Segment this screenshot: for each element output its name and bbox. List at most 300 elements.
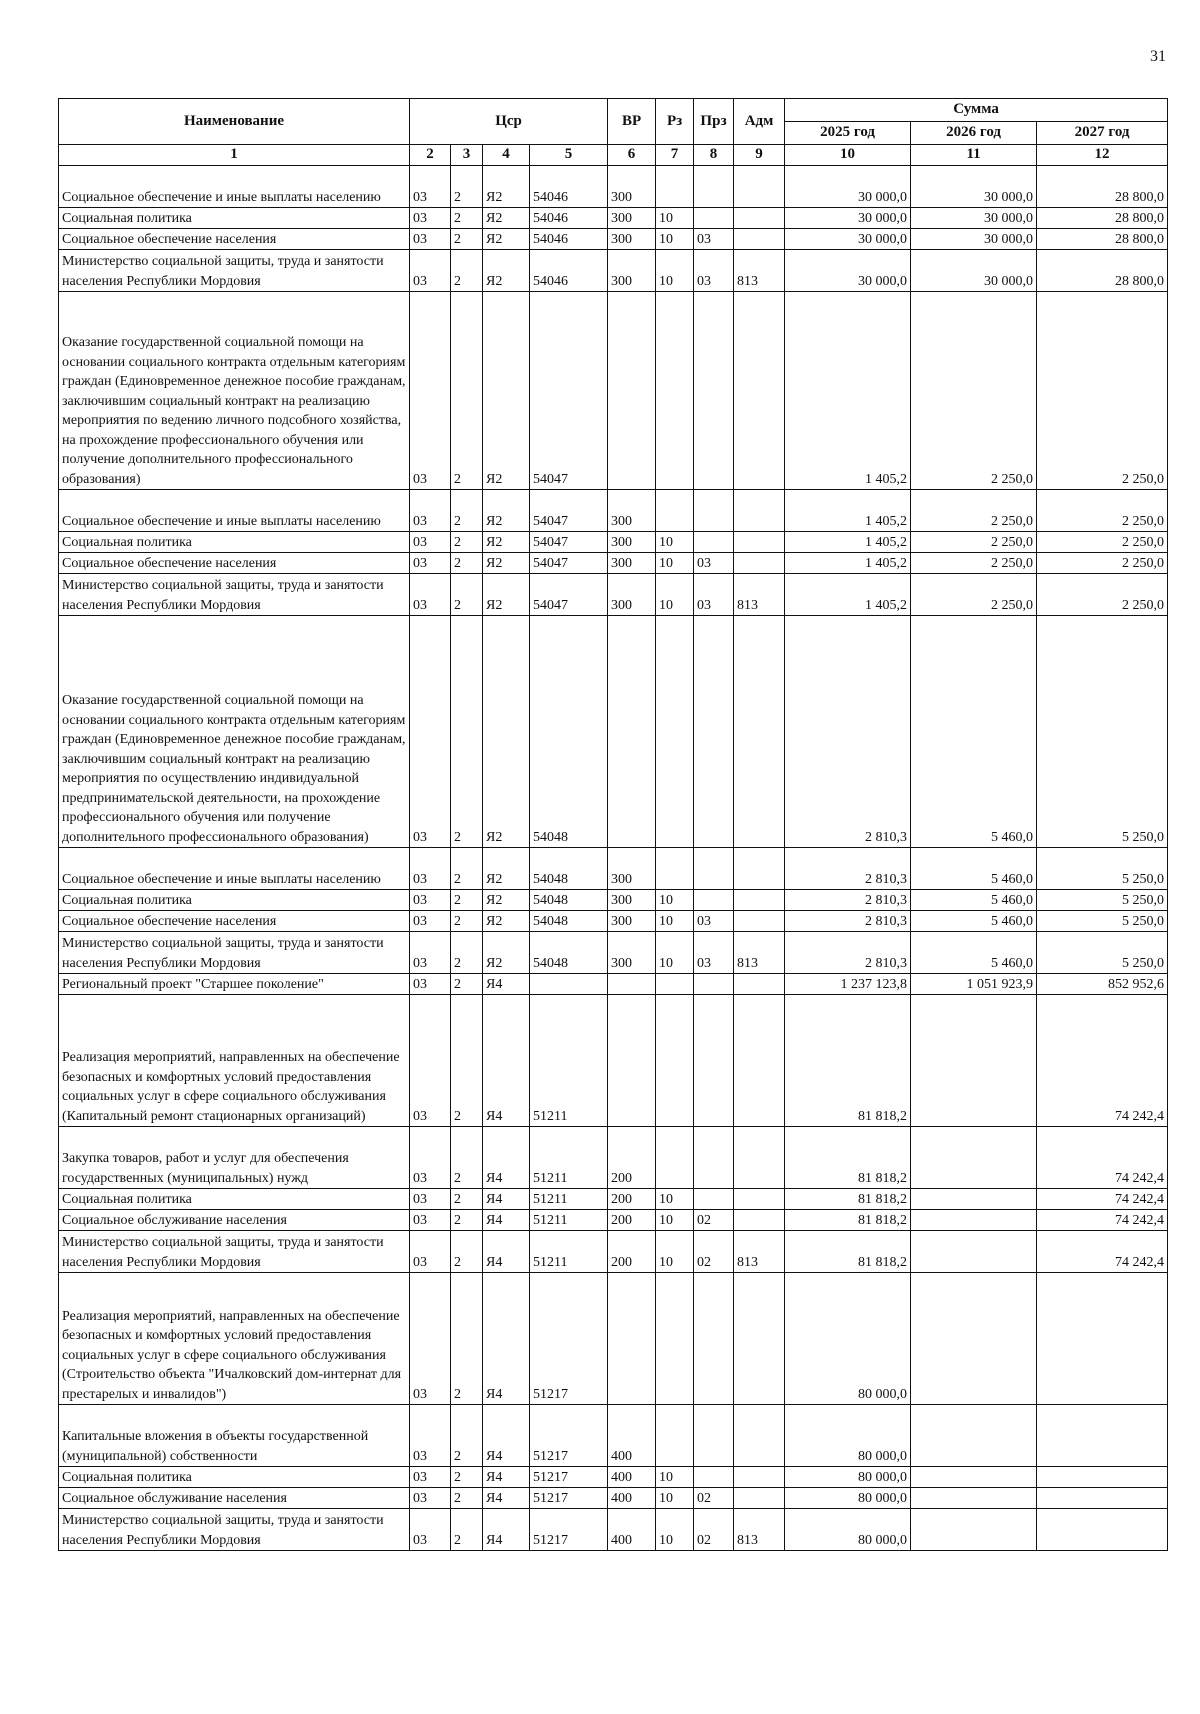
adm-code [734,292,785,490]
prz-code: 03 [694,932,734,974]
amount-2026: 30 000,0 [911,166,1037,208]
csr-part-1: 03 [410,250,451,292]
table-row [59,229,1168,250]
csr-part-2: 2 [451,1405,483,1467]
prz-code: 03 [694,574,734,616]
vr-code [608,995,656,1127]
amount-2026: 2 250,0 [911,532,1037,553]
row-name: Реализация мероприятий, направленных на обеспечение безопасных и комфортных условий предоставления социальных услуг в сфере социального обслуживания (Строительство объекта "Ичалковский дом-интернат для престарелых и инвалидов") [59,1273,410,1405]
amount-2026: 30 000,0 [911,208,1037,229]
row-name: Социальное обеспечение и иные выплаты населению [59,848,410,890]
adm-code [734,229,785,250]
adm-code [734,208,785,229]
vr-code [608,616,656,848]
csr-part-2: 2 [451,1467,483,1488]
csr-part-1: 03 [410,1189,451,1210]
csr-part-4: 51217 [530,1405,608,1467]
adm-code [734,1405,785,1467]
csr-part-2: 2 [451,1509,483,1551]
table-row [59,995,1168,1127]
rz-code: 10 [656,1509,694,1551]
amount-2025: 2 810,3 [785,890,911,911]
amount-2026 [911,1488,1037,1509]
csr-part-4: 54047 [530,574,608,616]
csr-part-1: 03 [410,229,451,250]
prz-code: 02 [694,1509,734,1551]
row-name: Оказание государственной социальной помощи на основании социального контракта отдельным категориям граждан (Единовременное денежное пособие гражданам, заключившим социальный контракт на реализацию мероприятия по осуществлению индивидуальной предпринимательской деятельности, на прохождение профессионального обучения или получение дополнительного профессионального образования) [59,616,410,848]
csr-part-2: 2 [451,848,483,890]
table-row [59,532,1168,553]
vr-code: 400 [608,1467,656,1488]
csr-part-2: 2 [451,890,483,911]
prz-code [694,974,734,995]
rz-code: 10 [656,1189,694,1210]
row-name: Министерство социальной защиты, труда и занятости населения Республики Мордовия [59,1231,410,1273]
row-name: Капитальные вложения в объекты государственной (муниципальной) собственности [59,1405,410,1467]
amount-2027: 28 800,0 [1037,250,1168,292]
table-row [59,1467,1168,1488]
vr-code [608,1273,656,1405]
column-number: 11 [911,145,1037,166]
csr-part-4: 51217 [530,1467,608,1488]
table-row [59,208,1168,229]
prz-code [694,616,734,848]
csr-part-3: Я4 [483,995,530,1127]
adm-code [734,1210,785,1231]
row-name: Социальная политика [59,1189,410,1210]
csr-part-2: 2 [451,490,483,532]
rz-code [656,490,694,532]
rz-code [656,616,694,848]
adm-code [734,1127,785,1189]
csr-part-1: 03 [410,911,451,932]
amount-2026 [911,995,1037,1127]
csr-part-4: 51211 [530,1189,608,1210]
prz-code [694,532,734,553]
csr-part-4: 51211 [530,995,608,1127]
rz-code [656,995,694,1127]
rz-code: 10 [656,532,694,553]
adm-code: 813 [734,1231,785,1273]
vr-code: 300 [608,848,656,890]
amount-2026 [911,1273,1037,1405]
csr-part-4: 54048 [530,911,608,932]
csr-part-3: Я2 [483,553,530,574]
adm-code [734,848,785,890]
adm-code: 813 [734,574,785,616]
row-name: Социальное обеспечение населения [59,911,410,932]
csr-part-1: 03 [410,292,451,490]
rz-code: 10 [656,229,694,250]
row-name: Социальная политика [59,532,410,553]
vr-code: 300 [608,490,656,532]
row-name: Министерство социальной защиты, труда и занятости населения Республики Мордовия [59,250,410,292]
adm-code [734,1488,785,1509]
csr-part-1: 03 [410,1467,451,1488]
csr-part-3: Я2 [483,848,530,890]
csr-part-3: Я4 [483,974,530,995]
amount-2026 [911,1509,1037,1551]
csr-part-4: 51217 [530,1273,608,1405]
column-number: 10 [785,145,911,166]
column-number: 3 [451,145,483,166]
csr-part-4: 54047 [530,553,608,574]
csr-part-1: 03 [410,574,451,616]
prz-code [694,490,734,532]
amount-2025: 81 818,2 [785,1127,911,1189]
column-number: 12 [1037,145,1168,166]
table-row [59,490,1168,532]
amount-2027 [1037,1467,1168,1488]
row-name: Социальная политика [59,1467,410,1488]
prz-code [694,166,734,208]
prz-code [694,1273,734,1405]
amount-2026: 2 250,0 [911,490,1037,532]
prz-code [694,1189,734,1210]
table-row [59,1189,1168,1210]
table-row [59,574,1168,616]
table-row [59,292,1168,490]
vr-code: 200 [608,1231,656,1273]
vr-code: 400 [608,1509,656,1551]
vr-code [608,292,656,490]
header-sum: Сумма [785,99,1168,122]
rz-code [656,166,694,208]
row-name: Социальное обеспечение и иные выплаты населению [59,490,410,532]
csr-part-4: 54047 [530,532,608,553]
csr-part-4: 51211 [530,1231,608,1273]
amount-2025: 1 405,2 [785,490,911,532]
csr-part-2: 2 [451,1210,483,1231]
amount-2026: 5 460,0 [911,911,1037,932]
rz-code: 10 [656,911,694,932]
row-name: Социальная политика [59,208,410,229]
csr-part-2: 2 [451,995,483,1127]
amount-2025: 1 405,2 [785,553,911,574]
csr-part-3: Я4 [483,1231,530,1273]
row-name: Министерство социальной защиты, труда и занятости населения Республики Мордовия [59,932,410,974]
csr-part-1: 03 [410,1488,451,1509]
csr-part-4: 54047 [530,490,608,532]
table-row [59,974,1168,995]
row-name: Социальное обеспечение и иные выплаты населению [59,166,410,208]
row-name: Социальная политика [59,890,410,911]
csr-part-2: 2 [451,1189,483,1210]
csr-part-3: Я4 [483,1273,530,1405]
vr-code [608,974,656,995]
amount-2027: 74 242,4 [1037,1231,1168,1273]
csr-part-3: Я2 [483,292,530,490]
vr-code: 300 [608,532,656,553]
table-row [59,890,1168,911]
csr-part-4: 51217 [530,1488,608,1509]
amount-2027 [1037,1273,1168,1405]
adm-code: 813 [734,250,785,292]
csr-part-4 [530,974,608,995]
amount-2027: 5 250,0 [1037,848,1168,890]
amount-2025: 81 818,2 [785,1210,911,1231]
csr-part-2: 2 [451,616,483,848]
csr-part-2: 2 [451,229,483,250]
column-number: 5 [530,145,608,166]
row-name: Оказание государственной социальной помощи на основании социального контракта отдельным категориям граждан (Единовременное денежное пособие гражданам, заключившим социальный контракт на реализацию мероприятия по ведению личного подсобного хозяйства, на прохождение профессионального обучения или получение дополнительного профессионального образования) [59,292,410,490]
header-csr: Цср [410,99,608,145]
csr-part-3: Я2 [483,229,530,250]
amount-2027: 74 242,4 [1037,1127,1168,1189]
csr-part-3: Я4 [483,1488,530,1509]
table-row [59,553,1168,574]
adm-code [734,890,785,911]
amount-2027 [1037,1488,1168,1509]
vr-code: 300 [608,250,656,292]
table-row [59,1210,1168,1231]
header-year-2026: 2026 год [911,122,1037,145]
amount-2027: 5 250,0 [1037,911,1168,932]
csr-part-4: 51217 [530,1509,608,1551]
prz-code: 03 [694,911,734,932]
amount-2027: 28 800,0 [1037,166,1168,208]
csr-part-3: Я2 [483,932,530,974]
amount-2025: 30 000,0 [785,229,911,250]
amount-2025: 2 810,3 [785,911,911,932]
column-number: 8 [694,145,734,166]
csr-part-1: 03 [410,1405,451,1467]
amount-2025: 80 000,0 [785,1273,911,1405]
csr-part-3: Я2 [483,911,530,932]
amount-2027: 5 250,0 [1037,616,1168,848]
vr-code: 300 [608,574,656,616]
column-number: 9 [734,145,785,166]
amount-2026: 2 250,0 [911,574,1037,616]
amount-2026: 30 000,0 [911,250,1037,292]
amount-2027: 74 242,4 [1037,995,1168,1127]
adm-code [734,616,785,848]
vr-code: 300 [608,229,656,250]
amount-2026: 5 460,0 [911,890,1037,911]
adm-code [734,490,785,532]
amount-2027: 5 250,0 [1037,890,1168,911]
table-row [59,1231,1168,1273]
amount-2026: 30 000,0 [911,229,1037,250]
amount-2026: 5 460,0 [911,616,1037,848]
csr-part-1: 03 [410,995,451,1127]
csr-part-2: 2 [451,208,483,229]
rz-code [656,848,694,890]
rz-code: 10 [656,1210,694,1231]
column-number: 6 [608,145,656,166]
amount-2025: 30 000,0 [785,208,911,229]
adm-code [734,532,785,553]
csr-part-4: 54046 [530,250,608,292]
rz-code [656,1405,694,1467]
row-name: Социальное обслуживание населения [59,1210,410,1231]
header-name: Наименование [59,99,410,145]
amount-2025: 2 810,3 [785,848,911,890]
amount-2027 [1037,1509,1168,1551]
prz-code [694,848,734,890]
rz-code [656,974,694,995]
prz-code: 03 [694,250,734,292]
vr-code: 300 [608,166,656,208]
row-name: Социальное обеспечение населения [59,553,410,574]
csr-part-3: Я2 [483,208,530,229]
amount-2025: 80 000,0 [785,1405,911,1467]
adm-code [734,911,785,932]
amount-2025: 2 810,3 [785,932,911,974]
adm-code [734,1189,785,1210]
rz-code: 10 [656,1488,694,1509]
csr-part-2: 2 [451,911,483,932]
page-number: 31 [1150,48,1166,65]
prz-code [694,1467,734,1488]
amount-2026 [911,1467,1037,1488]
amount-2026 [911,1405,1037,1467]
row-name: Региональный проект "Старшее поколение" [59,974,410,995]
csr-part-2: 2 [451,250,483,292]
amount-2027: 2 250,0 [1037,532,1168,553]
csr-part-1: 03 [410,490,451,532]
table-row [59,616,1168,848]
csr-part-2: 2 [451,532,483,553]
csr-part-2: 2 [451,1231,483,1273]
prz-code: 02 [694,1210,734,1231]
prz-code: 03 [694,229,734,250]
amount-2027: 2 250,0 [1037,553,1168,574]
vr-code: 300 [608,911,656,932]
csr-part-2: 2 [451,166,483,208]
vr-code: 300 [608,553,656,574]
amount-2027: 5 250,0 [1037,932,1168,974]
csr-part-1: 03 [410,932,451,974]
row-name: Министерство социальной защиты, труда и занятости населения Республики Мордовия [59,1509,410,1551]
csr-part-3: Я2 [483,166,530,208]
adm-code: 813 [734,932,785,974]
amount-2025: 1 237 123,8 [785,974,911,995]
prz-code [694,208,734,229]
amount-2027: 852 952,6 [1037,974,1168,995]
amount-2025: 81 818,2 [785,995,911,1127]
prz-code [694,1405,734,1467]
column-number: 2 [410,145,451,166]
table-row [59,1127,1168,1189]
prz-code: 03 [694,553,734,574]
amount-2027: 2 250,0 [1037,490,1168,532]
row-name: Министерство социальной защиты, труда и занятости населения Республики Мордовия [59,574,410,616]
amount-2027: 2 250,0 [1037,574,1168,616]
amount-2026: 2 250,0 [911,553,1037,574]
vr-code: 300 [608,208,656,229]
vr-code: 400 [608,1488,656,1509]
csr-part-4: 54048 [530,932,608,974]
rz-code [656,292,694,490]
amount-2026: 5 460,0 [911,848,1037,890]
csr-part-1: 03 [410,890,451,911]
amount-2025: 81 818,2 [785,1231,911,1273]
amount-2025: 2 810,3 [785,616,911,848]
adm-code [734,553,785,574]
prz-code: 02 [694,1488,734,1509]
csr-part-1: 03 [410,974,451,995]
rz-code: 10 [656,890,694,911]
csr-part-3: Я2 [483,890,530,911]
csr-part-1: 03 [410,1273,451,1405]
rz-code [656,1127,694,1189]
adm-code [734,1467,785,1488]
vr-code: 200 [608,1210,656,1231]
csr-part-3: Я4 [483,1467,530,1488]
vr-code: 200 [608,1189,656,1210]
header-year-2027: 2027 год [1037,122,1168,145]
csr-part-1: 03 [410,1210,451,1231]
budget-table [58,98,1168,1551]
adm-code [734,166,785,208]
csr-part-4: 54046 [530,208,608,229]
amount-2025: 1 405,2 [785,292,911,490]
csr-part-2: 2 [451,1127,483,1189]
amount-2027: 74 242,4 [1037,1210,1168,1231]
adm-code [734,974,785,995]
adm-code [734,1273,785,1405]
csr-part-4: 54047 [530,292,608,490]
csr-part-1: 03 [410,166,451,208]
amount-2027: 2 250,0 [1037,292,1168,490]
adm-code: 813 [734,1509,785,1551]
table-row [59,1273,1168,1405]
prz-code [694,995,734,1127]
csr-part-4: 54048 [530,890,608,911]
amount-2027: 74 242,4 [1037,1189,1168,1210]
amount-2025: 81 818,2 [785,1189,911,1210]
csr-part-4: 54048 [530,616,608,848]
csr-part-2: 2 [451,553,483,574]
vr-code: 300 [608,890,656,911]
adm-code [734,995,785,1127]
table-row [59,1405,1168,1467]
vr-code: 300 [608,932,656,974]
csr-part-3: Я2 [483,532,530,553]
amount-2027: 28 800,0 [1037,229,1168,250]
amount-2025: 80 000,0 [785,1467,911,1488]
prz-code [694,292,734,490]
prz-code [694,1127,734,1189]
csr-part-2: 2 [451,1273,483,1405]
column-number: 1 [59,145,410,166]
amount-2026 [911,1210,1037,1231]
amount-2026: 2 250,0 [911,292,1037,490]
vr-code: 400 [608,1405,656,1467]
amount-2026 [911,1127,1037,1189]
header-vr: ВР [608,99,656,145]
table-row [59,1488,1168,1509]
csr-part-1: 03 [410,848,451,890]
csr-part-2: 2 [451,974,483,995]
header-adm: Адм [734,99,785,145]
table-row [59,1509,1168,1551]
csr-part-1: 03 [410,532,451,553]
column-number: 7 [656,145,694,166]
csr-part-4: 51211 [530,1210,608,1231]
csr-part-2: 2 [451,574,483,616]
rz-code: 10 [656,250,694,292]
csr-part-3: Я2 [483,574,530,616]
rz-code: 10 [656,574,694,616]
csr-part-4: 54046 [530,229,608,250]
csr-part-3: Я2 [483,490,530,532]
csr-part-4: 54048 [530,848,608,890]
amount-2025: 1 405,2 [785,532,911,553]
csr-part-1: 03 [410,208,451,229]
header-prz: Прз [694,99,734,145]
